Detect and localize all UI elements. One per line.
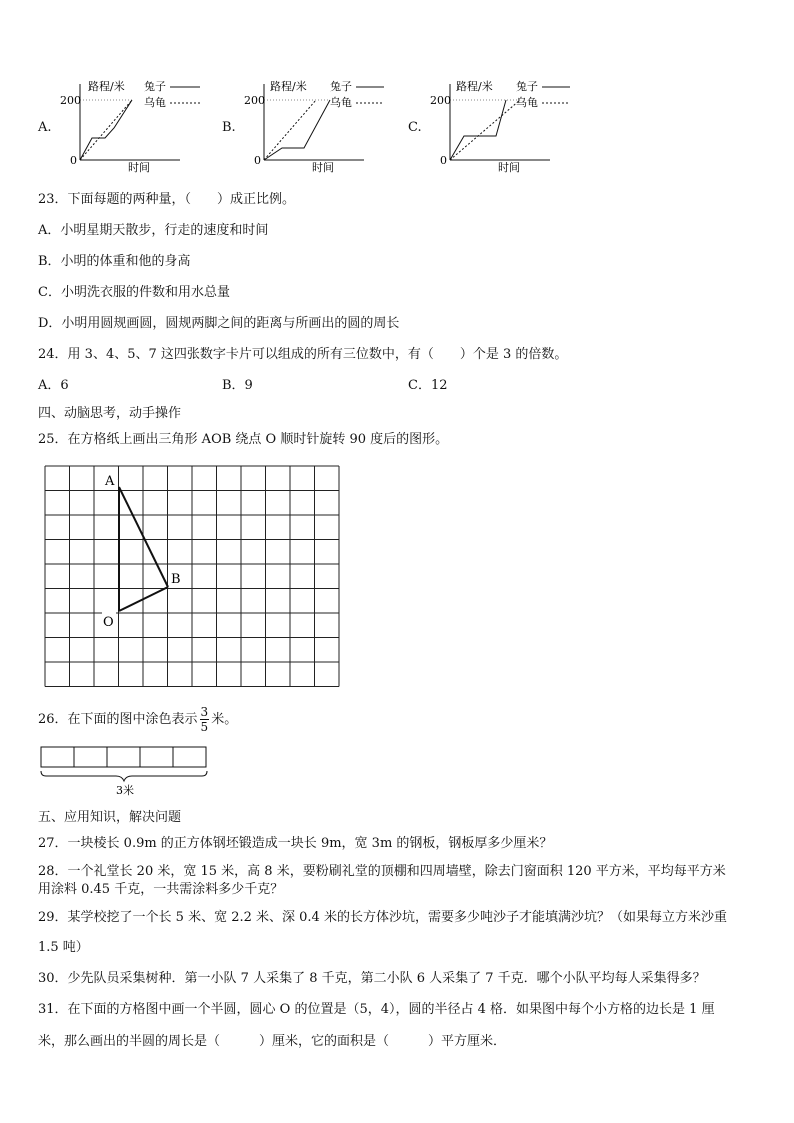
graph-b-y200: 200 bbox=[244, 94, 265, 107]
graph-option-c bbox=[430, 78, 580, 178]
bar-segment bbox=[74, 747, 107, 767]
graph-a-svg bbox=[60, 78, 210, 178]
bar-segment bbox=[140, 747, 173, 767]
option-c-label: C. bbox=[408, 120, 422, 135]
q23-stem: 23．下面每题的两种量，（ ）成正比例。 bbox=[38, 192, 296, 207]
q24-option-c: C．12 bbox=[408, 378, 448, 393]
q25-stem: 25．在方格纸上画出三角形 AOB 绕点 O 顺时针旋转 90 度后的图形。 bbox=[38, 432, 449, 447]
graph-b-turtle: 乌龟 bbox=[330, 96, 352, 109]
point-a-label: A bbox=[105, 474, 115, 489]
graph-b-rabbit-line bbox=[264, 100, 330, 160]
q24-stem: 24．用 3、4、5、7 这四张数字卡片可以组成的所有三位数中，有（ ）个是 3 的倍数。 bbox=[38, 347, 568, 362]
graph-c-rabbit-line bbox=[450, 100, 506, 160]
graph-b-rabbit: 兔子 bbox=[330, 80, 352, 93]
q31-line2: 米，那么画出的半圆的周长是（ ）厘米，它的面积是（ ）平方厘米． bbox=[38, 1034, 507, 1049]
option-a-label: A. bbox=[38, 120, 52, 135]
q23-option-b: B．小明的体重和他的身高 bbox=[38, 254, 191, 269]
graph-a-origin: 0 bbox=[70, 154, 77, 167]
graph-a-rabbit: 兔子 bbox=[144, 80, 166, 93]
q26-brace bbox=[41, 771, 207, 781]
q24-option-b: B．9 bbox=[222, 378, 253, 393]
section-5-heading: 五、应用知识，解决问题 bbox=[38, 810, 182, 825]
q26-frac-den: 5 bbox=[200, 720, 209, 734]
point-b-label: B bbox=[171, 572, 181, 587]
q31-line1: 31．在下面的方格图中画一个半圆，圆心 O 的位置是（5，4），圆的半径占 4 格．如果图中每个小方格的边长是 1 厘 bbox=[38, 1002, 715, 1017]
bar-segment bbox=[107, 747, 140, 767]
bar-segment bbox=[173, 747, 206, 767]
bar-segment bbox=[41, 747, 74, 767]
q29-line1: 29．某学校挖了一个长 5 米、宽 2.2 米、深 0.4 米的长方体沙坑，需要多少吨沙子才能填满沙坑？（如果每立方米沙重 bbox=[38, 910, 727, 925]
q25-grid bbox=[44, 465, 344, 690]
q23-option-d: D．小明用圆规画圆，圆规两脚之间的距离与所画出的圆的周长 bbox=[38, 316, 400, 331]
graph-c-turtle: 乌龟 bbox=[516, 96, 538, 109]
q26-fraction bbox=[200, 706, 210, 733]
option-b-label: B. bbox=[222, 120, 236, 135]
q30-text: 30．少先队员采集树种．第一小队 7 人采集了 8 千克，第二小队 6 人采集了 7 千克．哪个小队平均每人采集得多？ bbox=[38, 971, 706, 986]
graph-b-xlabel: 时间 bbox=[312, 161, 334, 174]
q26-bar bbox=[38, 745, 218, 797]
graph-a-rabbit-line bbox=[80, 100, 132, 160]
q28-line1: 28．一个礼堂长 20 米，宽 15 米，高 8 米，要粉刷礼堂的顶棚和四周墙壁，除去门窗面积 120 平方米，平均每平方米 bbox=[38, 864, 726, 879]
graph-a-turtle: 乌龟 bbox=[144, 96, 166, 109]
graph-c-origin: 0 bbox=[440, 154, 447, 167]
q23-option-a: A．小明星期天散步，行走的速度和时间 bbox=[38, 223, 269, 238]
point-o-label: O bbox=[103, 615, 114, 630]
graph-c-xlabel: 时间 bbox=[498, 161, 520, 174]
graph-c-turtle-line bbox=[450, 100, 520, 160]
section-4-heading: 四、动脑思考，动手操作 bbox=[38, 406, 182, 421]
q27-text: 27．一块棱长 0.9m 的正方体钢坯锻造成一块长 9m，宽 3m 的钢板，钢板厚多少厘米？ bbox=[38, 836, 553, 851]
graph-b-origin: 0 bbox=[254, 154, 261, 167]
graph-a-xlabel: 时间 bbox=[128, 161, 150, 174]
graph-b-turtle-line bbox=[264, 100, 316, 160]
graph-option-b bbox=[244, 78, 394, 178]
q29-line2: 1.5 吨） bbox=[38, 940, 89, 955]
graph-c-rabbit: 兔子 bbox=[516, 80, 538, 93]
q26-frac-num: 3 bbox=[200, 705, 209, 719]
q26-stem bbox=[38, 706, 237, 733]
q23-option-c: C．小明洗衣服的件数和用水总量 bbox=[38, 285, 230, 300]
q28-line2: 用涂料 0.45 千克，一共需涂料多少千克？ bbox=[38, 882, 284, 897]
graph-a-turtle-line bbox=[80, 100, 132, 160]
q26-stem-pre: 26．在下面的图中涂色表示 bbox=[38, 712, 198, 727]
q26-bar-label: 3米 bbox=[116, 784, 134, 797]
graph-c-svg bbox=[430, 78, 580, 178]
graph-c-y200: 200 bbox=[430, 94, 451, 107]
graph-b-ylabel: 路程/米 bbox=[270, 80, 307, 93]
q24-option-a: A．6 bbox=[38, 378, 69, 393]
q26-stem-post: 米。 bbox=[211, 712, 238, 727]
graph-a-y200: 200 bbox=[60, 94, 81, 107]
graph-c-ylabel: 路程/米 bbox=[456, 80, 493, 93]
graph-b-svg bbox=[244, 78, 394, 178]
graph-option-a bbox=[60, 78, 210, 178]
graph-a-ylabel: 路程/米 bbox=[88, 80, 125, 93]
